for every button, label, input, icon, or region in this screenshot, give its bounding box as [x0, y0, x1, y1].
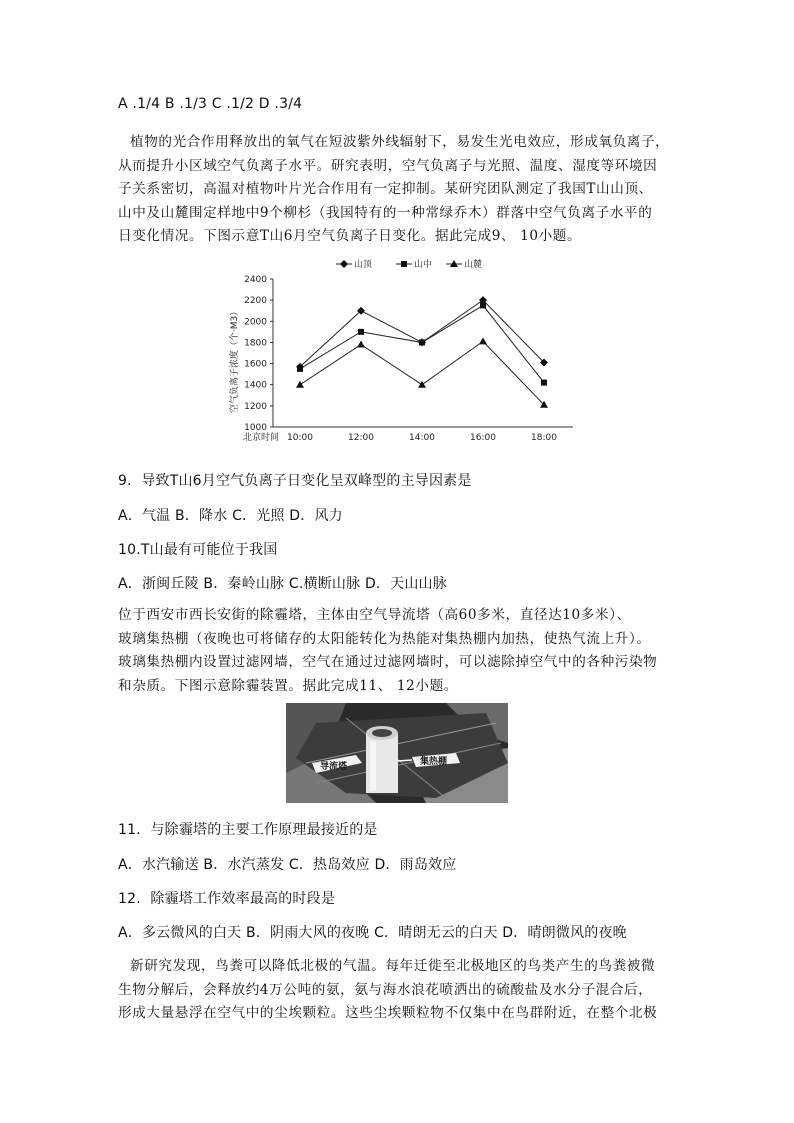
x-tick-label: 18:00 — [531, 433, 557, 443]
passage-3 — [118, 955, 678, 1026]
y-axis-label: 空气负离子浓度（个·M3） — [230, 306, 240, 414]
ion-concentration-line-chart — [228, 252, 588, 447]
passage-line: 形成大量悬浮在空气中的尘埃颗粒。这些尘埃颗粒物不仅集中在鸟群附近，在整个北极 — [118, 1005, 658, 1021]
photo-label-shed: 集热棚 — [420, 757, 448, 767]
legend-label: 山中 — [414, 260, 433, 270]
passage-line: 山中及山麓围定样地中9个柳杉（我国特有的一种常绿乔木）群落中空气负离子水平的 — [118, 204, 653, 221]
q11-stem: 11．与除霾塔的主要工作原理最接近的是 — [118, 822, 378, 838]
legend-marker — [340, 260, 348, 268]
y-tick-label: 1000 — [244, 423, 267, 433]
passage-line: 和杂质。下图示意除霾装置。据此完成11、 12小题。 — [118, 677, 458, 694]
photo-label-tower: 导流塔 — [320, 762, 348, 772]
q10-stem: 10.T山最有可能位于我国 — [118, 542, 278, 558]
x-tick-label: 12:00 — [348, 433, 374, 443]
y-axis-ticks — [244, 275, 273, 433]
x-tick-label: 16:00 — [470, 433, 496, 443]
q10-options: A．浙闽丘陵 B．秦岭山脉 C.横断山脉 D．天山山脉 — [118, 576, 447, 592]
legend-marker — [401, 261, 407, 267]
passage-line: 位于西安市西长安街的除霾塔，主体由空气导流塔（高60多米，直径达10多米）、 — [118, 607, 631, 623]
x-axis-label: 北京时间 — [243, 433, 280, 443]
legend-label: 山顶 — [354, 260, 373, 270]
legend-label: 山麓 — [464, 260, 483, 270]
series-line-triangle — [300, 341, 544, 404]
series-line-diamond — [300, 300, 544, 367]
passage-line: 日变化情况。下图示意T山6月空气负离子日变化。据此完成9、 10小题。 — [118, 228, 582, 244]
y-tick-label: 2400 — [244, 275, 267, 285]
data-point-square — [419, 339, 425, 345]
passage-line: 植物的光合作用释放出的氧气在短波紫外线辐射下，易发生光电效应，形成氧负离子， — [130, 134, 670, 150]
chart-axes — [273, 279, 573, 427]
passage-line: 玻璃集热棚内设置过滤网墙，空气在通过过滤网墙时，可以滤除掉空气中的各种污染物 — [118, 654, 658, 670]
passage-line: 从而提升小区域空气负离子水平。研究表明，空气负离子与光照、温度、湿度等环境因 — [118, 157, 658, 174]
chart-series — [296, 296, 548, 408]
y-tick-label: 2200 — [244, 296, 267, 307]
passage-line: 子关系密切，高温对植物叶片光合作用有一定抑制。某研究团队测定了我国T山山顶、 — [118, 181, 653, 197]
q9-options: A．气温 B．降水 C．光照 D．风力 — [118, 508, 343, 524]
q12-options: A．多云微风的白天 B．阴雨大风的夜晚 C．晴朗无云的白天 D．晴朗微风的夜晚 — [118, 925, 627, 941]
data-point-square — [297, 366, 303, 372]
passage-line: 生物分解后，会释放约4万公吨的氨，氨与海水浪花喷洒出的硫酸盐及水分子混合后， — [118, 981, 653, 998]
passage-2 — [118, 604, 678, 698]
y-tick-label: 2000 — [244, 317, 267, 328]
data-point-triangle — [296, 381, 304, 388]
data-point-triangle — [479, 337, 487, 344]
q11-options: A．水汽输送 B．水汽蒸发 C．热岛效应 D．雨岛效应 — [118, 857, 457, 873]
q12-stem: 12．除霾塔工作效率最高的时段是 — [118, 891, 336, 907]
q9-stem: 9．导致T山6月空气负离子日变化呈双峰型的主导因素是 — [118, 473, 472, 489]
passage-1 — [118, 131, 678, 249]
y-tick-label: 1800 — [244, 338, 267, 349]
x-tick-label: 10:00 — [287, 433, 313, 443]
data-point-square — [358, 329, 364, 335]
data-point-triangle — [418, 381, 426, 388]
data-point-square — [541, 380, 547, 386]
data-point-square — [480, 302, 486, 308]
passage-line: 玻璃集热棚（夜晚也可将储存的太阳能转化为热能对集热棚内加热，使热气流上升）。 — [118, 630, 651, 647]
y-tick-label: 1400 — [244, 380, 267, 391]
x-axis-ticks — [243, 431, 557, 443]
y-tick-label: 1600 — [244, 359, 267, 370]
x-tick-label: 14:00 — [409, 433, 435, 443]
passage-line: 新研究发现，鸟粪可以降低北极的气温。每年迁徙至北极地区的鸟类产生的鸟粪被微 — [130, 958, 656, 974]
data-point-triangle — [357, 341, 365, 348]
chart-legend — [336, 258, 482, 270]
y-tick-label: 1200 — [244, 401, 267, 412]
q8-options: A .1/4 B .1/3 C .1/2 D .3/4 — [118, 96, 303, 112]
haze-tower-photo — [286, 703, 508, 803]
